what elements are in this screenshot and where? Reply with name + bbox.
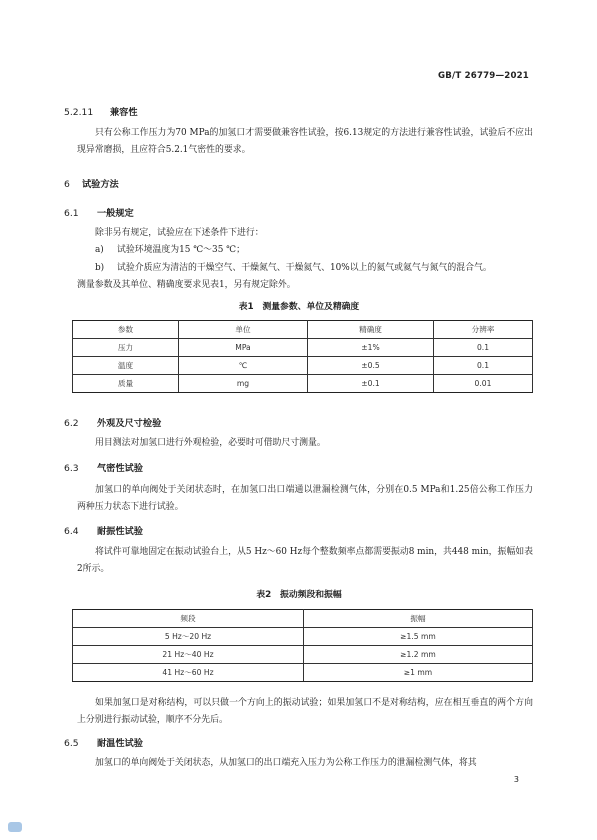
table-row: 压力 MPa ±1% 0.1 — [73, 339, 533, 357]
table-1-caption: 表1 测量参数、单位及精确度 — [238, 302, 360, 312]
section-6-4-text: 将试件可靠地固定在振动试验台上，从5 Hz～60 Hz每个整数频率点都需要振动8 min，共448 min，振幅如表2所示。 — [77, 547, 533, 574]
section-6-4-heading: 6.4 耐振性试验 — [64, 526, 143, 537]
table-1 — [72, 320, 533, 393]
vibration-direction-text: 如果加氢口是对称结构，可以只做一个方向上的振动试验；如果加氢口不是对称结构，应在相互垂直的两个方向上分别进行振动试验，顺序不分先后。 — [77, 698, 533, 725]
section-6-1-heading: 6.1 一般规定 — [64, 208, 134, 219]
section-6-1-intro: 除非另有规定，试验应在下述条件下进行： — [95, 228, 264, 238]
table-2-caption: 表2 振动频段和振幅 — [256, 590, 342, 600]
measurement-note: 测量参数及其单位、精确度要求见表1，另有规定除外。 — [77, 280, 296, 290]
table-header-row: 参数 单位 精确度 分辨率 — [73, 321, 533, 339]
list-item-b: b) 试验介质应为清洁的干燥空气、干燥氮气、干燥氦气、10%以上的氦气或氦气与氮气的混合气。 — [95, 263, 492, 273]
section-6-3-heading: 6.3 气密性试验 — [64, 463, 143, 474]
table-row: 41 Hz～60 Hz ≥1 mm — [73, 664, 533, 682]
table-row: 21 Hz～40 Hz ≥1.2 mm — [73, 646, 533, 664]
table-row: 质量 mg ±0.1 0.01 — [73, 375, 533, 393]
section-6-2-heading: 6.2 外观及尺寸检验 — [64, 418, 162, 429]
section-6-5-text: 加氢口的单向阀处于关闭状态，从加氢口的出口端充入压力为公称工作压力的泄漏检测气体，将其 — [95, 758, 477, 768]
corner-mark-icon — [8, 822, 22, 832]
standard-code-header: GB/T 26779—2021 — [437, 71, 529, 81]
section-6-2-text: 用目测法对加氢口进行外观检验，必要时可借助尺寸测量。 — [95, 438, 326, 448]
section-5-2-11-text: 只有公称工作压力为70 MPa的加氢口才需要做兼容性试验，按6.13规定的方法进行兼容性试验，试验后不应出现异常磨损，且应符合5.2.1气密性的要求。 — [77, 128, 533, 155]
table-row: 温度 ℃ ±0.5 0.1 — [73, 357, 533, 375]
list-item-a: a) 试验环境温度为15 ℃～35 ℃； — [95, 245, 245, 255]
section-6-heading: 6 试验方法 — [64, 179, 119, 190]
table-row: 5 Hz～20 Hz ≥1.5 mm — [73, 628, 533, 646]
section-5-2-11-heading — [64, 104, 138, 118]
table-header-row: 频段 振幅 — [73, 610, 533, 628]
table-2 — [72, 609, 533, 682]
page-number: 3 — [513, 775, 519, 784]
section-title: 兼容性 — [110, 107, 138, 118]
section-number: 5.2.11 — [64, 107, 94, 118]
section-6-3-text: 加氢口的单向阀处于关闭状态时，在加氢口出口端通以泄漏检测气体，分别在0.5 MPa和1.25倍公称工作压力两种压力状态下进行试验。 — [77, 485, 533, 512]
section-6-5-heading: 6.5 耐温性试验 — [64, 738, 143, 749]
